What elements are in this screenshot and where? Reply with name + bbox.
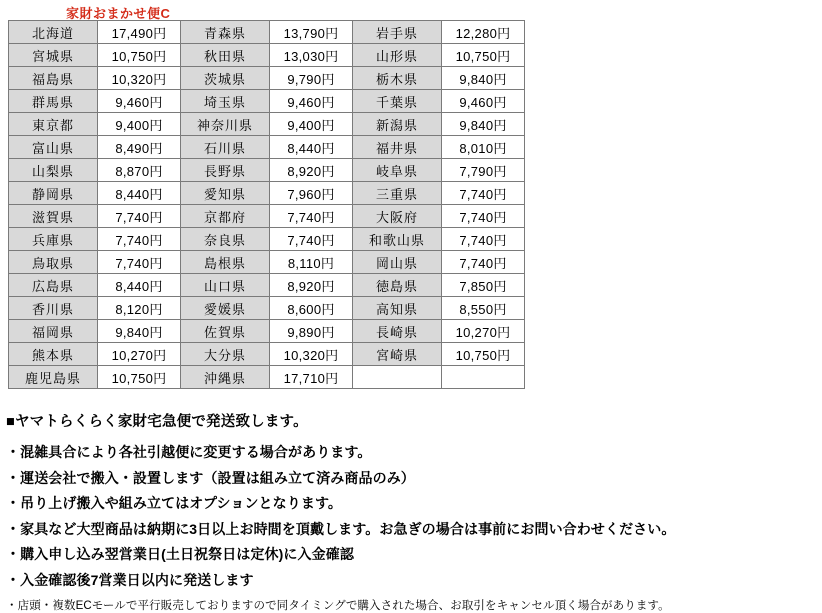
prefecture-cell: 島根県	[181, 251, 270, 274]
prefecture-cell: 兵庫県	[9, 228, 98, 251]
fee-cell: 8,440円	[98, 274, 181, 297]
table-row	[9, 136, 525, 159]
fee-cell: 9,790円	[270, 67, 353, 90]
prefecture-cell: 東京都	[9, 113, 98, 136]
fee-cell: 7,740円	[442, 251, 525, 274]
fee-cell: 17,710円	[270, 366, 353, 389]
fee-cell: 10,750円	[442, 343, 525, 366]
fee-cell: 9,460円	[98, 90, 181, 113]
table-row	[9, 205, 525, 228]
fee-cell: 10,270円	[442, 320, 525, 343]
prefecture-cell: 沖縄県	[181, 366, 270, 389]
note-line: ・吊り上げ搬入や組み立てはオプションとなります。	[6, 495, 343, 511]
table-row	[9, 251, 525, 274]
table-row	[9, 320, 525, 343]
prefecture-cell: 奈良県	[181, 228, 270, 251]
prefecture-cell: 京都府	[181, 205, 270, 228]
prefecture-cell: 山口県	[181, 274, 270, 297]
fee-cell: 7,740円	[442, 182, 525, 205]
fee-cell: 7,740円	[442, 228, 525, 251]
prefecture-cell: 高知県	[353, 297, 442, 320]
prefecture-cell: 富山県	[9, 136, 98, 159]
note-line: ・運送会社で搬入・設置します（設置は組み立て済み商品のみ）	[6, 469, 415, 486]
prefecture-cell: 和歌山県	[353, 228, 442, 251]
fee-cell: 10,750円	[442, 44, 525, 67]
table-row	[9, 159, 525, 182]
prefecture-cell: 長野県	[181, 159, 270, 182]
prefecture-cell: 神奈川県	[181, 113, 270, 136]
fee-cell: 10,320円	[98, 67, 181, 90]
fee-cell: 7,740円	[442, 205, 525, 228]
fee-cell: 8,110円	[270, 251, 353, 274]
table-row	[9, 67, 525, 90]
notes-heading: ■ヤマトらくらく家財宅急便で発送致します。	[6, 414, 308, 430]
fee-cell: 7,740円	[98, 228, 181, 251]
fee-cell: 10,750円	[98, 366, 181, 389]
prefecture-cell: 群馬県	[9, 90, 98, 113]
prefecture-cell: 岐阜県	[353, 159, 442, 182]
prefecture-cell: 山形県	[353, 44, 442, 67]
prefecture-cell: 愛媛県	[181, 297, 270, 320]
table-row	[9, 343, 525, 366]
prefecture-cell: 愛知県	[181, 182, 270, 205]
prefecture-cell: 岡山県	[353, 251, 442, 274]
fee-cell: 8,490円	[98, 136, 181, 159]
fee-cell: 9,460円	[270, 90, 353, 113]
fee-cell: 8,440円	[98, 182, 181, 205]
table-row	[9, 113, 525, 136]
fee-cell: 8,920円	[270, 159, 353, 182]
fee-cell: 7,960円	[270, 182, 353, 205]
fee-cell: 8,870円	[98, 159, 181, 182]
notes-list	[6, 444, 816, 589]
prefecture-cell: 秋田県	[181, 44, 270, 67]
fee-cell: 12,280円	[442, 21, 525, 44]
fee-cell: 9,400円	[270, 113, 353, 136]
fee-cell: 9,840円	[98, 320, 181, 343]
fee-cell: 9,890円	[270, 320, 353, 343]
fee-cell: 9,840円	[442, 67, 525, 90]
prefecture-cell: 広島県	[9, 274, 98, 297]
prefecture-cell: 鹿児島県	[9, 366, 98, 389]
prefecture-cell: 滋賀県	[9, 205, 98, 228]
note-line: ・購入申し込み翌営業日(土日祝祭日は定休)に入金確認	[6, 546, 354, 562]
prefecture-cell: 福島県	[9, 67, 98, 90]
fee-cell: 8,550円	[442, 297, 525, 320]
table-row	[9, 21, 525, 44]
fee-cell: 7,790円	[442, 159, 525, 182]
table-row	[9, 297, 525, 320]
table-body	[9, 21, 525, 389]
notes-fine-print: ・店頭・複数ECモールで平行販売しておりますので同タイミングで購入された場合、お取引をキャンセル頂く場合があります。	[6, 600, 670, 612]
note-line: ・混雑具合により各社引越便に変更する場合があります。	[6, 444, 372, 460]
prefecture-cell: 岩手県	[353, 21, 442, 44]
fee-cell: 9,460円	[442, 90, 525, 113]
table-row	[9, 228, 525, 251]
prefecture-cell: 大阪府	[353, 205, 442, 228]
prefecture-cell: 新潟県	[353, 113, 442, 136]
prefecture-cell: 山梨県	[9, 159, 98, 182]
notes-section	[6, 410, 816, 613]
table-row	[9, 274, 525, 297]
table-row	[9, 90, 525, 113]
prefecture-cell: 大分県	[181, 343, 270, 366]
fee-cell: 13,030円	[270, 44, 353, 67]
prefecture-cell: 佐賀県	[181, 320, 270, 343]
prefecture-cell: 熊本県	[9, 343, 98, 366]
page-title: 家財おまかせ便C	[66, 6, 171, 21]
prefecture-cell: 徳島県	[353, 274, 442, 297]
table-row	[9, 366, 525, 389]
prefecture-cell: 福岡県	[9, 320, 98, 343]
fee-cell: 8,010円	[442, 136, 525, 159]
empty-cell	[353, 366, 442, 389]
empty-cell	[442, 366, 525, 389]
fee-cell: 8,920円	[270, 274, 353, 297]
fee-cell: 7,850円	[442, 274, 525, 297]
table-row	[9, 182, 525, 205]
fee-cell: 9,400円	[98, 113, 181, 136]
prefecture-cell: 鳥取県	[9, 251, 98, 274]
prefecture-cell: 三重県	[353, 182, 442, 205]
fee-cell: 7,740円	[98, 205, 181, 228]
prefecture-cell: 千葉県	[353, 90, 442, 113]
prefecture-cell: 宮崎県	[353, 343, 442, 366]
note-line: ・家具など大型商品は納期に3日以上お時間を頂戴します。お急ぎの場合は事前にお問い合わせください。	[6, 520, 676, 537]
note-line: ・入金確認後7営業日以内に発送します	[6, 571, 254, 588]
fee-cell: 8,440円	[270, 136, 353, 159]
prefecture-cell: 北海道	[9, 21, 98, 44]
prefecture-cell: 埼玉県	[181, 90, 270, 113]
prefecture-cell: 長崎県	[353, 320, 442, 343]
prefecture-cell: 青森県	[181, 21, 270, 44]
prefecture-cell: 福井県	[353, 136, 442, 159]
fee-cell: 7,740円	[98, 251, 181, 274]
fee-cell: 9,840円	[442, 113, 525, 136]
prefecture-cell: 香川県	[9, 297, 98, 320]
fee-cell: 10,320円	[270, 343, 353, 366]
fee-cell: 10,750円	[98, 44, 181, 67]
fee-cell: 13,790円	[270, 21, 353, 44]
fee-cell: 17,490円	[98, 21, 181, 44]
fee-cell: 10,270円	[98, 343, 181, 366]
prefecture-cell: 茨城県	[181, 67, 270, 90]
prefecture-cell: 静岡県	[9, 182, 98, 205]
fee-cell: 7,740円	[270, 205, 353, 228]
table-row	[9, 44, 525, 67]
prefecture-cell: 石川県	[181, 136, 270, 159]
fee-cell: 8,120円	[98, 297, 181, 320]
shipping-fee-table	[8, 20, 525, 389]
prefecture-cell: 宮城県	[9, 44, 98, 67]
fee-cell: 7,740円	[270, 228, 353, 251]
fee-cell: 8,600円	[270, 297, 353, 320]
prefecture-cell: 栃木県	[353, 67, 442, 90]
